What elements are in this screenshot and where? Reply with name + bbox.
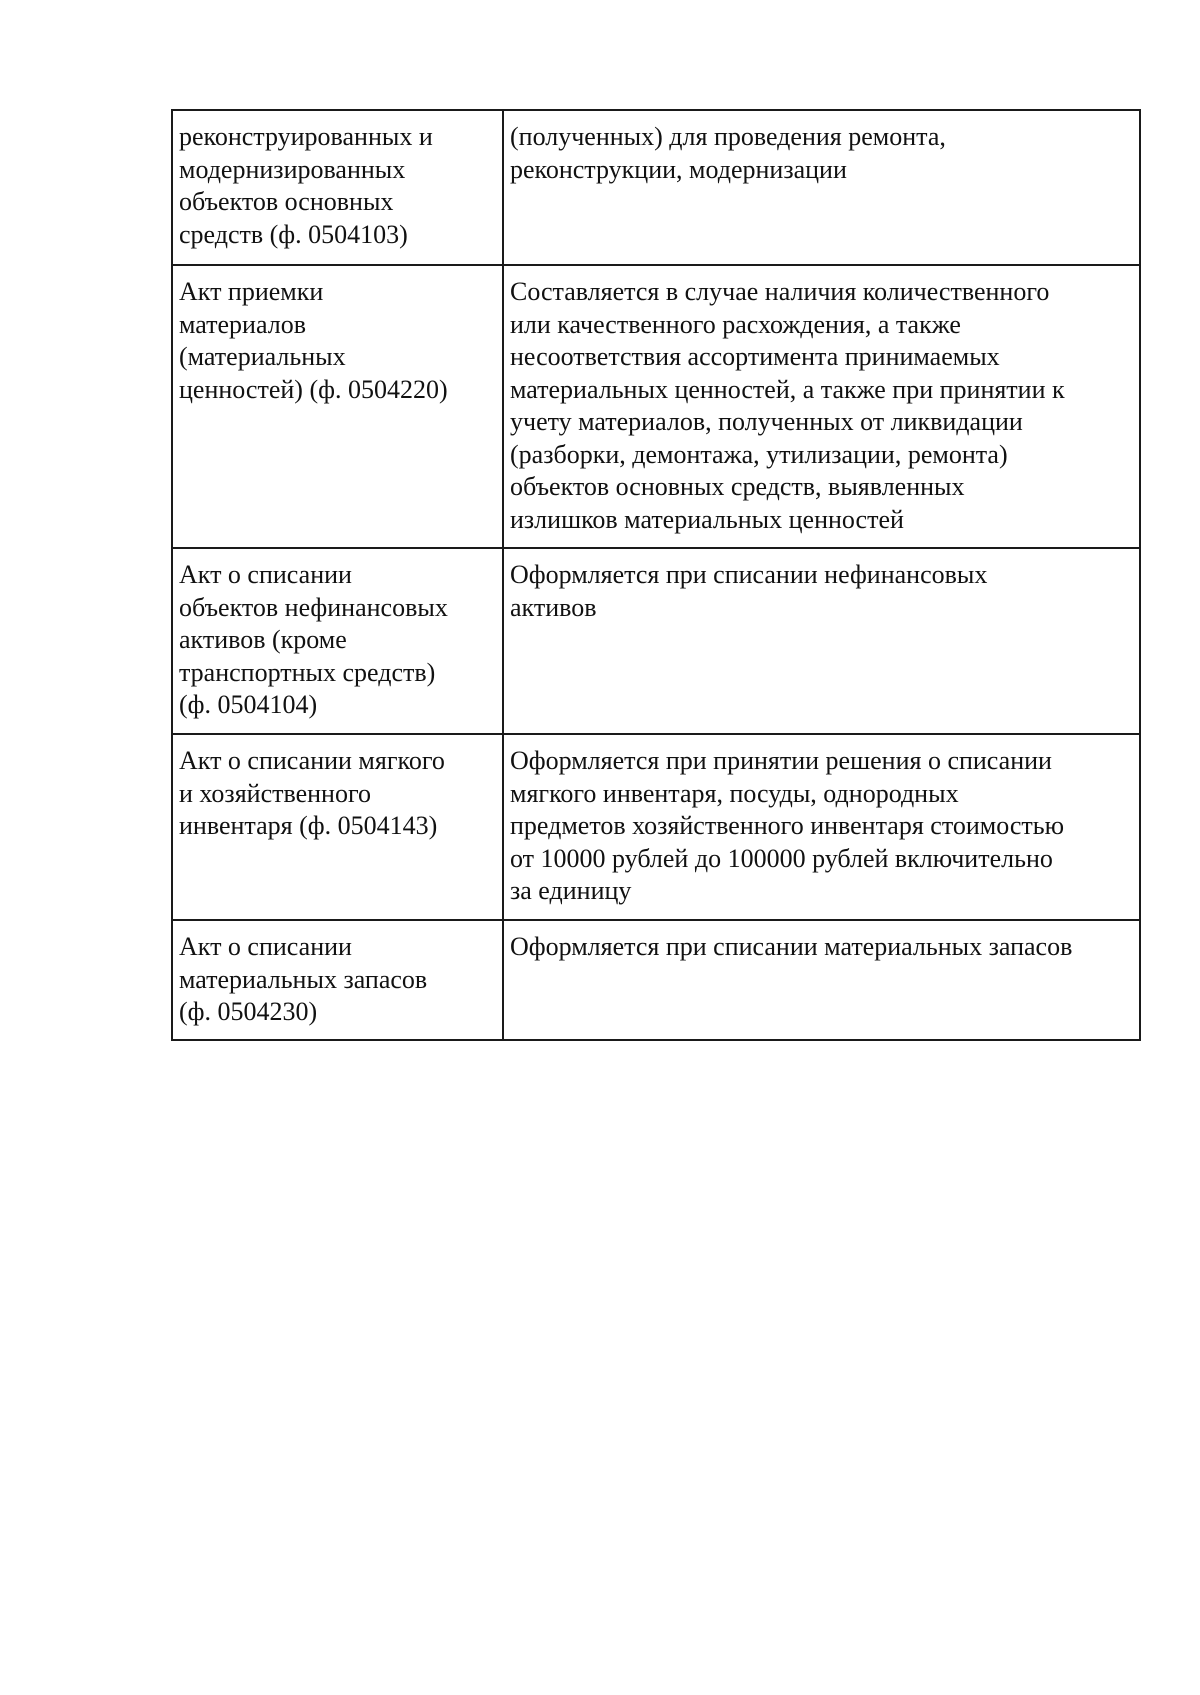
table-row (172, 734, 1140, 920)
document-description-cell: Оформляется при принятии решения о списании мягкого инвентаря, посуды, однородных предметов хозяйственного инвентаря стоимостью от 10000 рублей до 100000 рублей включительно за единицу (503, 734, 1140, 920)
document-name-cell: Акт о списании объектов нефинансовых активов (кроме транспортных средств) (ф. 0504104) (172, 548, 503, 734)
document-name-cell: реконструированных и модернизированных объектов основных средств (ф. 0504103) (172, 110, 503, 265)
table-row (172, 110, 1140, 265)
document-name-cell: Акт о списании мягкого и хозяйственного инвентаря (ф. 0504143) (172, 734, 503, 920)
document-description-cell: Оформляется при списании материальных запасов (503, 920, 1140, 1040)
document-description-cell: (полученных) для проведения ремонта, реконструкции, модернизации (503, 110, 1140, 265)
table-body (172, 110, 1140, 1040)
document-table (171, 109, 1141, 1041)
table-row (172, 265, 1140, 548)
document-description-cell: Оформляется при списании нефинансовых активов (503, 548, 1140, 734)
document-name-cell: Акт приемки материалов (материальных ценностей) (ф. 0504220) (172, 265, 503, 548)
table-row (172, 548, 1140, 734)
table-row (172, 920, 1140, 1040)
document-name-cell: Акт о списании материальных запасов (ф. 0504230) (172, 920, 503, 1040)
document-description-cell: Составляется в случае наличия количественного или качественного расхождения, а также несоответствия ассортимента принимаемых материальных ценностей, а также при принятии к учету материалов, полученных от ликвидации (разборки, демонтажа, утилизации, ремонта) объектов основных средств, выявленных излишков материальных ценностей (503, 265, 1140, 548)
